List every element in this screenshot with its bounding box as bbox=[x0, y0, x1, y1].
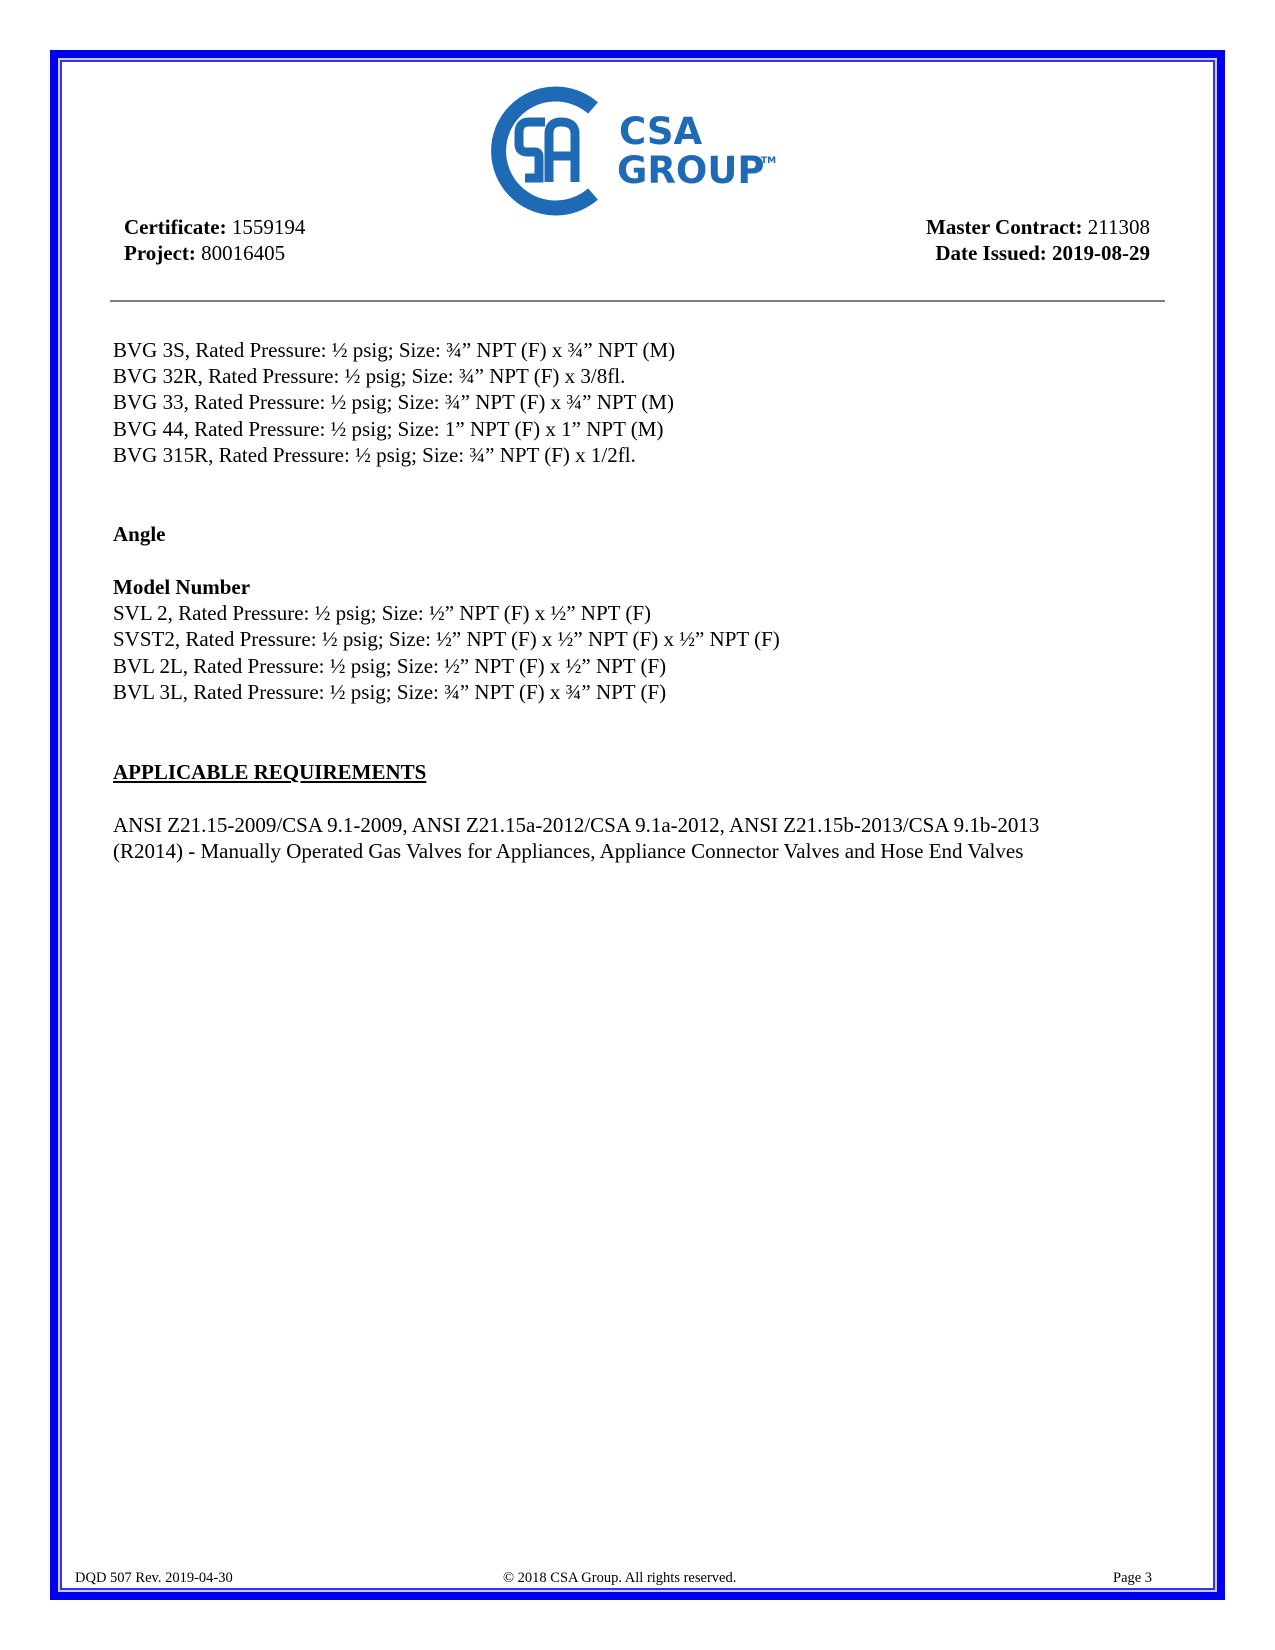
master-contract-row bbox=[926, 214, 1150, 240]
model-number-heading: Model Number bbox=[113, 575, 251, 599]
logo-text-csa: CSA bbox=[619, 110, 703, 153]
header-right bbox=[926, 214, 1150, 266]
model-line: BVG 3S, Rated Pressure: ½ psig; Size: ¾” NPT (F) x ¾” NPT (M) bbox=[113, 338, 676, 362]
header-left bbox=[124, 214, 305, 266]
model-line: BVG 32R, Rated Pressure: ½ psig; Size: ¾” NPT (F) x 3/8fl. bbox=[113, 364, 626, 388]
project-label: Project: bbox=[124, 241, 196, 265]
model-line: BVL 2L, Rated Pressure: ½ psig; Size: ½” NPT (F) x ½” NPT (F) bbox=[113, 654, 667, 678]
header-divider bbox=[110, 300, 1165, 302]
logo-text-group: GROUP bbox=[617, 149, 765, 192]
footer-form-id: DQD 507 Rev. 2019-04-30 bbox=[75, 1570, 233, 1586]
model-line: BVG 33, Rated Pressure: ½ psig; Size: ¾” NPT (F) x ¾” NPT (M) bbox=[113, 390, 674, 414]
logo-trademark: TM bbox=[761, 156, 777, 166]
model-line: BVG 44, Rated Pressure: ½ psig; Size: 1” NPT (F) x 1” NPT (M) bbox=[113, 417, 664, 441]
date-issued-row bbox=[926, 240, 1150, 266]
model-line: SVL 2, Rated Pressure: ½ psig; Size: ½” NPT (F) x ½” NPT (F) bbox=[113, 601, 652, 625]
project-row bbox=[124, 240, 305, 266]
master-contract-value: 211308 bbox=[1087, 215, 1150, 239]
certificate-row bbox=[124, 214, 305, 240]
date-issued-label: Date Issued: bbox=[935, 241, 1047, 265]
date-issued-value: 2019-08-29 bbox=[1052, 241, 1150, 265]
project-value: 80016405 bbox=[201, 241, 286, 265]
model-line: BVG 315R, Rated Pressure: ½ psig; Size: ¾” NPT (F) x 1/2fl. bbox=[113, 443, 636, 467]
csa-emblem-icon bbox=[489, 86, 789, 216]
certificate-value: 1559194 bbox=[231, 215, 306, 239]
footer-page-number: Page 3 bbox=[1113, 1570, 1153, 1586]
csa-group-logo bbox=[489, 86, 789, 216]
master-contract-label: Master Contract: bbox=[926, 215, 1083, 239]
footer-copyright: © 2018 CSA Group. All rights reserved. bbox=[503, 1570, 737, 1586]
model-line: BVL 3L, Rated Pressure: ½ psig; Size: ¾” NPT (F) x ¾” NPT (F) bbox=[113, 680, 667, 704]
certificate-label: Certificate: bbox=[124, 215, 227, 239]
requirements-heading: APPLICABLE REQUIREMENTS bbox=[113, 760, 427, 784]
requirements-line: (R2014) - Manually Operated Gas Valves for Appliances, Appliance Connector Valves and Hose End Valves bbox=[113, 839, 1024, 863]
requirements-line: ANSI Z21.15-2009/CSA 9.1-2009, ANSI Z21.15a-2012/CSA 9.1a-2012, ANSI Z21.15b-2013/CSA 9.1b-2013 bbox=[113, 813, 1040, 837]
model-line: SVST2, Rated Pressure: ½ psig; Size: ½” NPT (F) x ½” NPT (F) x ½” NPT (F) bbox=[113, 627, 780, 651]
angle-heading: Angle bbox=[113, 522, 166, 546]
